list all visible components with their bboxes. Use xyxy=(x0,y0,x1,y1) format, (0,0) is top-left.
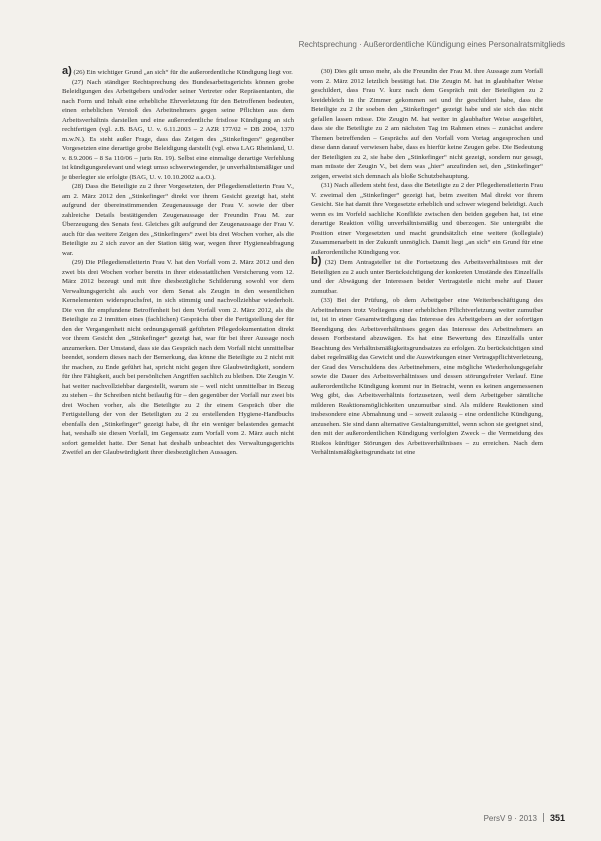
paragraph-28: (28) Dass die Beteiligte zu 2 ihrer Vorgesetzten, der Pflegedienstleiterin Frau V., am 2. März 2012 den „Stinkefinger“ direkt vor ihrem Gesicht gezeigt hat, steht aufgrund der übereinstimmenden Zeugenaussage der Frau V. sowie der über zahlreiche Details bestätigenden Zeugenaussage der Freundin Frau M. zur Überzeugung des Senats fest. Gleiches gilt aufgrund der Zeugenaussage der Frau V. auch für das weitere Zeigen des „Stinkefingers“ zwei bis drei Wochen vorher, als die Beteiligte zu 2 sich zuvor an der Station tätig war, wegen ihrer Hygieneabfragung war. xyxy=(62,183,294,257)
paragraph-26: (26) Ein wichtiger Grund „an sich“ für die außerordentliche Kündigung liegt vor. xyxy=(73,69,293,76)
section-a xyxy=(62,67,294,78)
page-number: 351 xyxy=(549,813,565,823)
paragraph-33: (33) Bei der Prüfung, ob dem Arbeitgeber eine Weiterbeschäftigung des Arbeitnehmers trotz Vorliegens einer erheblichen Pflichtverletzung weiter zumutbar ist, ist in einer Gesamtwürdigung das Interesse des Arbeitgebers an der sofortigen Beendigung des Arbeitsverhältnisses gegen das Interesse des Arbeitnehmers an dessen Fortbestand abzuwägen. Es hat eine Bewertung des Einzelfalls unter Beachtung des Verhältnismäßigkeitsgrundsatzes zu erfolgen. Zu berücksichtigen sind dabei regelmäßig das Gewicht und die Auswirkungen einer Vertragspflichtverletzung, der Grad des Verschuldens des Arbeitnehmers, eine mögliche Wiederholungsgefahr sowie die Dauer des Arbeitsverhältnisses und dessen störungsfreier Verlauf. Eine außerordentliche Kündigung kommt nur in Betracht, wenn es keinen angemessenen Weg gibt, das Arbeitsverhältnis fortzusetzen, weil dem Arbeitgeber sämtliche milderen Reaktionsmöglichkeiten unzumutbar sind. Als mildere Reaktionen sind insbesondere eine Abmahnung und – soweit zulassig – eine ordentliche Kündigung, anzusehen. Sie sind dann alternative Gestaltungsmittel, wenn schon sie geeignet sind, den mit der außerordentlichen Kündigung verfolgten Zweck – die Vermeidung des Risikos künftiger Störungen des Arbeitsverhältnisses – zu erreichen. Nach dem Verhältnismäßigkeitsgrundsatz ist eine xyxy=(311,297,543,456)
footer-divider xyxy=(543,813,544,822)
section-label-a: a) xyxy=(62,65,72,77)
paragraph-29: (29) Die Pflegedienstleiterin Frau V. hat den Vorfall vom 2. März 2012 und den zwei bis drei Wochen vorher bereits in ihrer eidesstattlichen Versicherung vom 12. März 2012 bezeugt und mit ihre diesbezügliche Schilderung sowohl vor dem Verwaltungsgericht als auch vor dem Senat als Zeugin in den wesentlichen Kernelementen widerspruchsfrei, in sich stimmig und nachvollziehbar wiederholt. Die von ihr empfundene Betroffenheit bei dem Vorfall vom 2. März 2012, als die Beteiligte zu 2 inmitten eines (fachlichen) Gesprächs über die Fertigstellung der für den der Vergangenheit nicht ordnungsgemäß geführten Pflegedokumentation direkt vor ihrem Gesicht den „Stinkefinger“ gezeigt hat, war für bei ihrer Aussage noch anzumerken. Der Umstand, dass sie das Gespräch nach dem Vorfall nicht unmittelbar beendet, sondern dieses nach der Bemerkung, das könne die Beteiligte zu 2 nicht mit ihr machen, zu Ende geführt hat, spricht nicht gegen ihre Glaubwürdigkeit, sondern für ihre Fähigkeit, auch bei persönlichen Angriffen sachlich zu bleiben. Die Zeugin V. hat weiter nachvollziehbar dargestellt, warum sie – weil nicht unmittelbar in Bezug zu stehen – ihr Schreiben nicht beilaufig für – den gegenüber der Vorfall nur zwei bis drei Wochen vorher, als die Beteiligte zu 2 ihr einem Gespräch über die Fertigstellung der von der Beteiligten zu 2 zu erstellenden Hygiene-Handbuchs ebenfalls den „Stinkefinger“ gezeigt habe, di ihr ein weniger belastendes gemacht hat, weshalb sie diesen Vorfall, im Gegensatz zum Vorfall vom 2. März auch nicht sofort gemeldet hatte. Der Senat hat deshalb unbeachtet des Verwaltungsgerichts Zweifel an der Glaubwürdigkeit ihrer diesbezüglichen Aussagen. xyxy=(62,259,294,456)
page-footer xyxy=(60,813,565,823)
running-header: Rechtsprechung · Außerordentliche Kündigung eines Personalratsmitglieds xyxy=(298,40,565,49)
section-b xyxy=(311,257,543,296)
section-label-b: b) xyxy=(311,255,322,267)
left-column xyxy=(62,67,294,458)
paragraph-30: (30) Dies gilt umso mehr, als die Freundin der Frau M. ihre Aussage zum Vorfall vom 2. März 2012 letztlich bestätigt hat. Die Zeugin M. hat in glaubhafter Weise geschildert, dass Frau V. kurz nach dem Gespräch mit der Beteiligten zu 2 kreidebleich in ihr Zimmer gekommen sei und ihr geschildert habe, dass die Beteiligte zu 2 ihr soeben den „Stinkefinger“ gezeigt habe und sie sich das nicht gefallen lassen müsse. Die Zeugin M. hat weiter in glaubhafter Weise ausgeführt, dass sie die Beteiligte zu 2 am nächsten Tag im Rahmen eines – zunächst andere Themen betreffenden – Gesprächs auf den Vorfall vom Vortag angesprochen und diese dann darauf verwiesen habe, dass es hierfür keine Zeugen gebe. Die Bedeutung der Beteiligten zu 2, sie habe den „Stinkefinger“ nicht gezeigt, sondern nur gesagt, man müsste der Zeugin V., bei dem was „hier“ anzufinden sei, den „Stinkefinger“ zeigen, erweist sich demnach als bloße Schutzbehauptung. xyxy=(311,68,543,180)
right-column xyxy=(311,67,543,458)
paragraph-32: (32) Dem Antragsteller ist die Fortsetzung des Arbeitsverhältnisses mit der Beteiligten zu 2 auch unter Berücksichtigung der konkreten Umstände des Einzelfalls und der Abwägung der Interessen beider Vertragsteile nicht mehr auf Dauer zumutbar. xyxy=(311,259,544,295)
journal-citation: PersV 9 · 2013 xyxy=(483,814,537,823)
paragraph-27: (27) Nach ständiger Rechtsprechung des Bundesarbeitsgerichts können grobe Beleidigungen des Arbeitgebers und/oder seiner Vertreter oder Repräsentanten, die nach Form und Inhalt eine erhebliche Ehrverletzung für den Betroffenen bedeuten, einen erheblichen Verstoß des Arbeitnehmers gegen seine Pflichten aus dem Arbeitsverhältnis darstellen und eine außerordentliche fristlose Kündigung an sich rechtfertigen (vgl. z.B. BAG, U. v. 6.11.2003 – 2 AZR 177/02 = DB 2004, 1370 m.w.N.). Es steht außer Frage, dass das Zeigen des „Stinkefingers“ gegenüber Vorgesetzten eine derartige grobe Beleidigung darstellt (vgl. etwa LAG Rheinland, U. v. 8.9.2006 – 8 Sa 110/06 – juris Rn. 19). Selbst eine einmalige derartige Verfehlung ist kündigungsrelevant und wiegt umso schwerwiegender, je unverhältnismäßiger und je überlegter sie erfolgte (BAG, U. v. 10.10.2002 a.a.O.). xyxy=(62,78,294,181)
paragraph-31: (31) Nach alledem steht fest, dass die Beteiligte zu 2 der Pflegedienstleiterin Frau V. zweimal den „Stinkefinger“ gezeigt hat, beim zweiten Mal direkt vor ihrem Gesicht. Sie hat damit ihre Vorgesetzte erheblich und schwer wiegend beleidigt. Auch wenn es im Vorfeld sachliche Konflikte zwischen den beiden gegeben hat, ist eine derartige Reaktion völlig unverhältnismäßig und überzogen. Sie untergräbt die Position einer Vorgesetzten und macht grundsätzlich eine weitere (kollegiale) Zusammenarbeit in der Zukunft unmöglich. Damit liegt „an sich“ ein Grund für eine außerordentliche Kündigung vor. xyxy=(311,182,543,256)
